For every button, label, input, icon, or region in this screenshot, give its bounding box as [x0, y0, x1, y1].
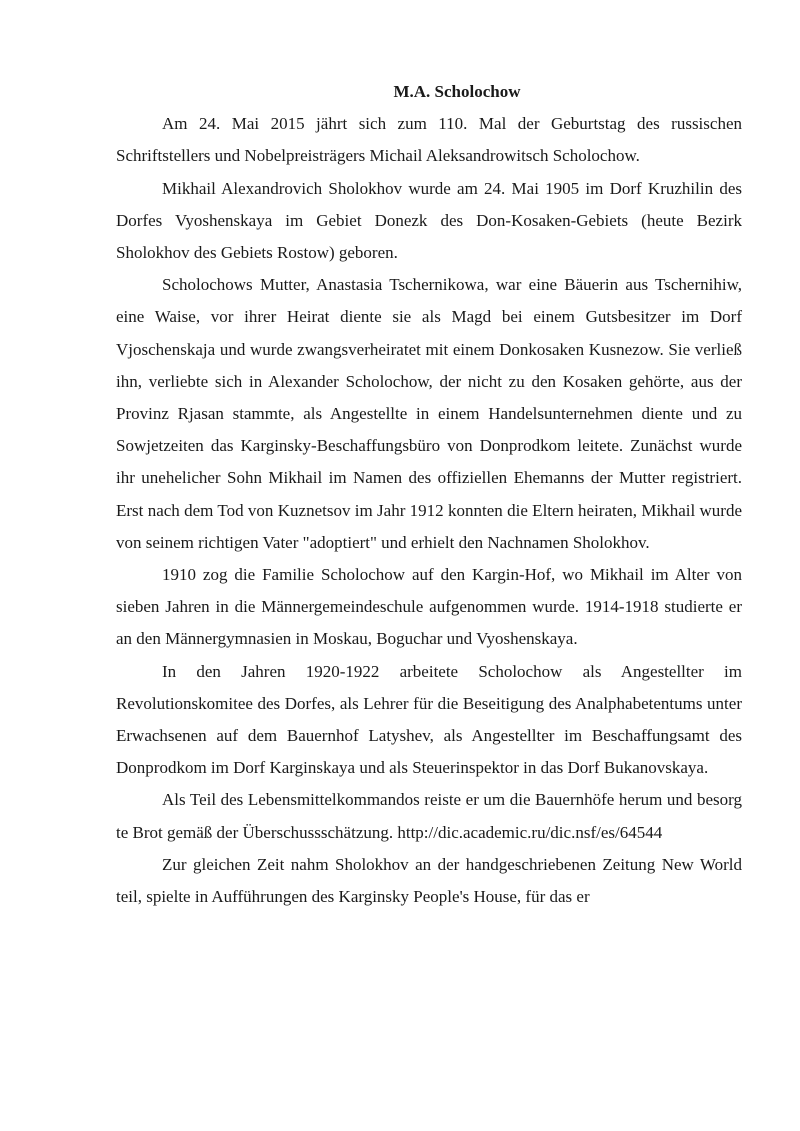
paragraph-birth: Mikhail Alexandrovich Sholokhov wurde am 24. Mai 1905 im Dorf Kruzhilin des Dorfes Vyoshenskaya im Gebiet Donezk des Don-Kosaken-Gebiets (heute Bezirk Sholokhov des Gebiets Rostow) geboren.	[116, 178, 742, 263]
paragraph-school: 1910 zog die Familie Scholochow auf den Kargin-Hof, wo Mikhail im Alter von sieben Jahren in die Männergemeindeschule aufgenommen wurde. 1914-1918 studierte er an den Männergymnasien in Moskau, Boguchar und Vyoshenskaya.	[116, 565, 742, 649]
paragraph-food-command: Als Teil des Lebensmittelkommandos reiste er um die Bauernhöfe herum und besorgte Brot gemäß der Überschussschätzung. http://dic.academic.ru/dic.nsf/es/64544	[116, 790, 742, 842]
paragraph-anniversary: Am 24. Mai 2015 jährt sich zum 110. Mal der Geburtstag des russischen Schriftstellers und Nobelpreisträgers Michail Aleksandrowitsch Scholochow.	[116, 114, 742, 166]
paragraph-newspaper: Zur gleichen Zeit nahm Sholokhov an der handgeschriebenen Zeitung New World teil, spielte in Aufführungen des Karginsky People's House, für das er	[116, 854, 742, 907]
paragraph-parents: Scholochows Mutter, Anastasia Tschernikowa, war eine Bäuerin aus Tschernihiw, eine Waise, vor ihrer Heirat diente sie als Magd bei einem Gutsbesitzer im Dorf Vjoschenskaja und wurde zwangsverheiratet mit einem Donkosaken Kusnezow. Sie verließ ihn, verliebte sich in Alexander Scholochow, der nicht zu den Kosaken gehörte, aus der Provinz Rjasan stammte, als Angestellte in einem Handelsunternehmen diente und zu Sowjetzeiten das Karginsky-Beschaffungsbüro von Donprodkom leitete. Zunächst wurde ihr unehelicher Sohn Mikhail im Namen des offiziellen Ehemanns der Mutter registriert. Erst nach dem Tod von Kuznetsov im Jahr 1912 konnten die Eltern heiraten, Mikhail wurde von seinem richtigen Vater "adoptiert" und erhielt den Nachnamen Sholokhov.	[116, 275, 742, 552]
paragraph-work: In den Jahren 1920-1922 arbeitete Scholochow als Angestellter im Revolutionskomitee des Dorfes, als Lehrer für die Beseitigung des Analphabetentums unter Erwachsenen auf dem Bauernhof Latyshev, als Angestellter im Beschaffungsamt des Donprodkom im Dorf Karginskaya und als Steuerinspektor in das Dorf Bukanovskaya.	[116, 661, 742, 778]
document-body	[116, 76, 742, 913]
document-title: M.A. Scholochow	[393, 82, 521, 101]
